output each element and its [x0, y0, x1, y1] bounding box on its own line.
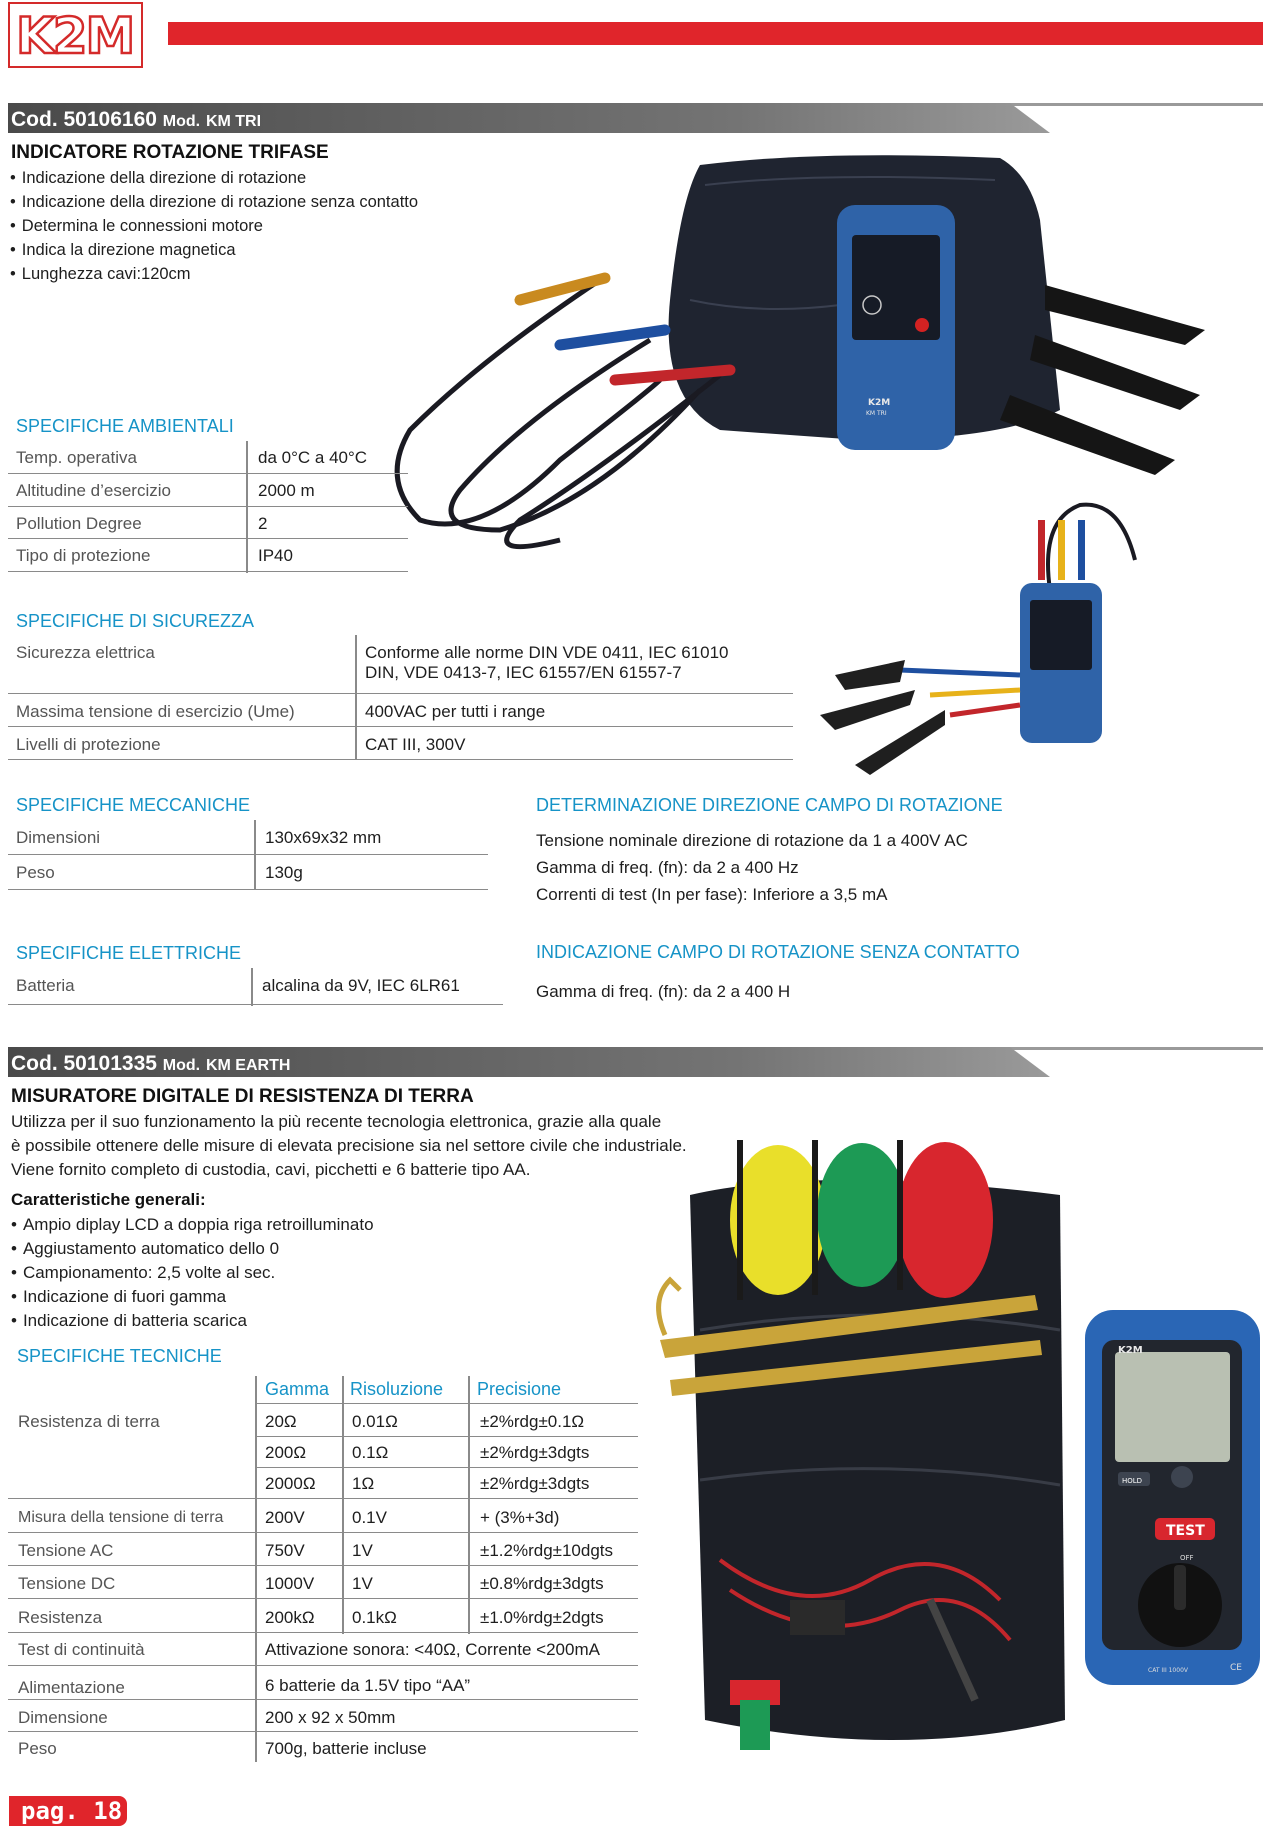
feature-item: • Indicazione di fuori gamma — [11, 1285, 374, 1309]
meter-brand: K2M — [1118, 1345, 1143, 1356]
bullet-item: • Indicazione della direzione di rotazione senza contatto — [10, 190, 418, 214]
row-resolution: 0.1Ω — [352, 1443, 389, 1462]
device-brand: K2M — [868, 398, 891, 408]
rotation-field-heading: DETERMINAZIONE DIREZIONE CAMPO DI ROTAZIONE — [536, 795, 1003, 815]
row-resolution: 0.01Ω — [352, 1412, 398, 1431]
safety-heading: SPECIFICHE DI SICUREZZA — [16, 611, 255, 631]
test-label: TEST — [1166, 1523, 1205, 1539]
row-accuracy: ±0.8%rdg±3dgts — [480, 1574, 604, 1593]
row-label: Tensione DC — [18, 1574, 116, 1593]
row-label: Pollution Degree — [16, 514, 142, 533]
bullet-item: • Determina le connessioni motore — [10, 214, 418, 238]
row-resolution: 0.1V — [352, 1508, 387, 1527]
row-resolution: 0.1kΩ — [352, 1608, 397, 1627]
row-label: Peso — [18, 1739, 57, 1758]
row-range: 200kΩ — [265, 1608, 315, 1627]
lcd-display — [1115, 1352, 1230, 1462]
row-label: Resistenza — [18, 1608, 103, 1627]
row-resolution: 1V — [352, 1541, 373, 1560]
table-row — [8, 1667, 638, 1700]
row-label: Dimensione — [18, 1708, 108, 1727]
bullet-item: • Indica la direzione magnetica — [10, 238, 418, 262]
contactless-line: Gamma di freq. (fn): da 2 a 400 H — [536, 982, 791, 1001]
table-row — [8, 1634, 638, 1666]
row-value: Conforme alle norme DIN VDE 0411, IEC 61010 — [365, 643, 729, 662]
col-range: Gamma — [265, 1379, 330, 1399]
cat-label: CAT III 1000V — [1148, 1667, 1188, 1674]
yellow-cable-reel — [730, 1145, 826, 1295]
table-row — [8, 1534, 638, 1566]
row-value: CAT III, 300V — [365, 735, 466, 754]
row-range: 2000Ω — [265, 1474, 316, 1493]
row-accuracy: ±1.0%rdg±2dgts — [480, 1608, 604, 1627]
row-label: Misura della tensione di terra — [18, 1509, 224, 1526]
tech-heading: SPECIFICHE TECNICHE — [17, 1346, 222, 1366]
feature-item: • Ampio diplay LCD a doppia riga retroilluminato — [11, 1213, 374, 1237]
row-value: da 0°C a 40°C — [258, 448, 368, 467]
row-label: Resistenza di terra — [18, 1412, 160, 1431]
row-value: Attivazione sonora: <40Ω, Corrente <200mA — [265, 1640, 600, 1659]
row-label: Batteria — [16, 976, 75, 995]
description-line: Utilizza per il suo funzionamento la più recente tecnologia elettronica, grazie alla quale — [11, 1112, 662, 1131]
device-model: KM TRI — [866, 410, 887, 417]
row-label: Tipo di protezione — [16, 546, 151, 565]
description-line: Viene fornito completo di custodia, cavi, picchetti e 6 batterie tipo AA. — [11, 1160, 531, 1179]
product2-model: KM EARTH — [205, 1057, 291, 1074]
row-label: Massima tensione di esercizio (Ume) — [16, 702, 295, 721]
table-row — [8, 1733, 638, 1761]
row-value: 130g — [265, 863, 303, 882]
row-accuracy: ±1.2%rdg±10dgts — [480, 1541, 614, 1560]
col-resolution: Risoluzione — [350, 1379, 444, 1399]
code-label: Cod. — [11, 1052, 58, 1075]
row-value: 700g, batterie incluse — [265, 1739, 427, 1758]
table-row — [8, 1468, 638, 1499]
bullet-item: • Indicazione della direzione di rotazione — [10, 166, 418, 190]
row-value: 130x69x32 mm — [265, 828, 382, 847]
row-label: Peso — [16, 863, 55, 882]
row-value: 6 batterie da 1.5V tipo “AA” — [265, 1676, 471, 1695]
mod-label: Mod. — [162, 1057, 201, 1074]
hold-label: HOLD — [1122, 1477, 1143, 1485]
row-label: Alimentazione — [18, 1678, 125, 1697]
contactless-heading: INDICAZIONE CAMPO DI ROTAZIONE SENZA CONTATTO — [536, 942, 1020, 962]
mod-label: Mod. — [162, 113, 201, 130]
row-label: Tensione AC — [18, 1541, 114, 1560]
row-label: Sicurezza elettrica — [16, 643, 155, 662]
row-accuracy: ±2%rdg±0.1Ω — [480, 1412, 585, 1431]
page-number: pag. 18 — [9, 1796, 127, 1826]
row-value: alcalina da 9V, IEC 6LR61 — [262, 976, 460, 995]
row-accuracy: ±2%rdg±3dgts — [480, 1443, 590, 1462]
row-value: 200 x 92 x 50mm — [265, 1708, 396, 1727]
table-row — [8, 1701, 638, 1732]
feature-item: • Indicazione di batteria scarica — [11, 1309, 374, 1333]
row-range: 200V — [265, 1508, 305, 1527]
col-accuracy: Precisione — [477, 1379, 562, 1399]
row-resolution: 1V — [352, 1574, 373, 1593]
row-range: 750V — [265, 1541, 305, 1560]
spec-line: Gamma di freq. (fn): da 2 a 400 Hz — [536, 858, 799, 877]
elec-heading: SPECIFICHE ELETTRICHE — [16, 943, 242, 963]
spec-line: Correnti di test (In per fase): Inferiore a 3,5 mA — [536, 885, 888, 904]
ce-mark: CE — [1230, 1663, 1242, 1673]
product1-code: 50106160 — [63, 108, 157, 131]
product1-title: INDICATORE ROTAZIONE TRIFASE — [11, 142, 329, 163]
row-accuracy: ±2%rdg±3dgts — [480, 1474, 590, 1493]
mech-heading: SPECIFICHE MECCANICHE — [16, 795, 251, 815]
row-range: 200Ω — [265, 1443, 307, 1462]
env-heading: SPECIFICHE AMBIENTALI — [16, 416, 234, 436]
table-row — [8, 1567, 638, 1599]
features-heading: Caratteristiche generali: — [11, 1190, 206, 1209]
description-line: è possibile ottenere delle misure di elevata precisione sia nel settore civile che industriale. — [11, 1136, 687, 1155]
row-label: Temp. operativa — [16, 448, 137, 467]
row-value: IP40 — [258, 546, 293, 565]
product2-code: 50101335 — [63, 1052, 157, 1075]
red-cable-reel — [897, 1142, 993, 1298]
product1-model: KM TRI — [205, 113, 262, 130]
row-label: Livelli di protezione — [16, 735, 161, 754]
green-clip — [740, 1700, 770, 1750]
green-cable-reel — [817, 1143, 907, 1287]
row-label: Test di continuità — [18, 1640, 145, 1659]
feature-item: • Aggiustamento automatico dello 0 — [11, 1237, 374, 1261]
product2-title: MISURATORE DIGITALE DI RESISTENZA DI TERRA — [11, 1086, 474, 1107]
tech-table — [8, 1376, 638, 1762]
row-label: Altitudine d’esercizio — [16, 481, 171, 500]
table-row — [8, 1406, 638, 1436]
row-value: 400VAC per tutti i range — [365, 702, 546, 721]
row-value-line2: DIN, VDE 0413-7, IEC 61557/EN 61557-7 — [365, 663, 682, 682]
off-label: OFF — [1180, 1554, 1194, 1562]
row-accuracy: + (3%+3d) — [480, 1508, 560, 1527]
row-range: 20Ω — [265, 1412, 297, 1431]
code-label: Cod. — [11, 108, 58, 131]
table-row — [8, 1437, 638, 1467]
row-value: 2000 m — [258, 481, 315, 500]
table-row — [8, 1600, 638, 1633]
logo-text: K2M — [16, 7, 134, 65]
bullet-item: • Lunghezza cavi:120cm — [10, 262, 418, 286]
row-value: 2 — [258, 514, 268, 533]
feature-item: • Campionamento: 2,5 volte al sec. — [11, 1261, 374, 1285]
table-row — [8, 1501, 638, 1533]
row-resolution: 1Ω — [352, 1474, 375, 1493]
spec-line: Tensione nominale direzione di rotazione da 1 a 400V AC — [536, 831, 968, 850]
row-range: 1000V — [265, 1574, 315, 1593]
table-header — [255, 1376, 638, 1404]
row-label: Dimensioni — [16, 828, 101, 847]
